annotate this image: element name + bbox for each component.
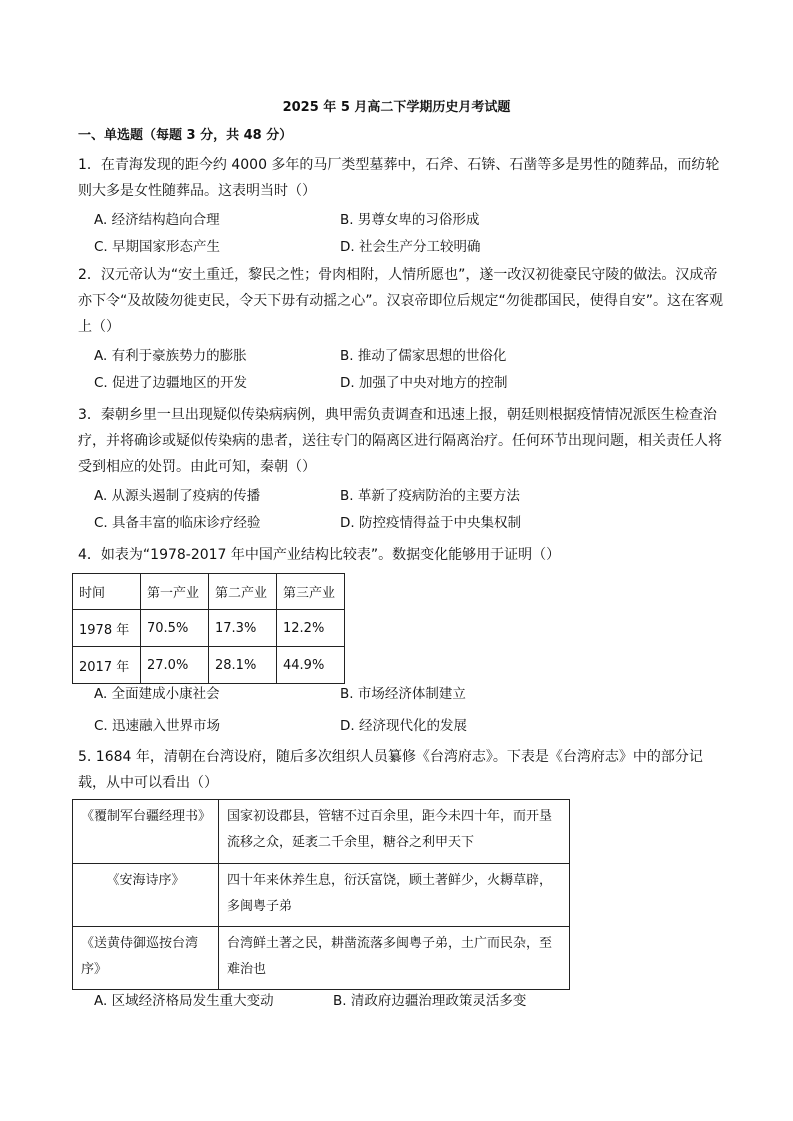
taiwan-gazetteer-table xyxy=(72,799,570,990)
question-3-stem: 3．秦朝乡里一旦出现疑似传染病病例，典甲需负责调查和迅速上报，朝廷则根据疫情情况派医生检查治疗，并将确诊或疑似传染病的患者，送往专门的隔离区进行隔离治疗。任何环节出现问题，相关责任人将受到相应的处罚。由此可知，秦朝（） xyxy=(78,407,722,475)
q3-option-d: D. 防控疫情得益于中央集权制 xyxy=(340,515,521,531)
table-header-row xyxy=(73,574,345,610)
section-heading: 一、单选题（每题 3 分，共 48 分） xyxy=(78,128,293,143)
table-row xyxy=(73,864,570,927)
q2-option-d: D. 加强了中央对地方的控制 xyxy=(340,375,508,391)
table-cell: 44.9% xyxy=(277,647,345,684)
record-text-cell: 国家初设郡县，管辖不过百余里，距今未四十年，而开垦流移之众，延袤二千余里，糖谷之利甲天下 xyxy=(219,800,570,864)
table-row xyxy=(73,927,570,990)
source-title-cell: 《安海诗序》 xyxy=(73,864,219,927)
q5-option-b: B. 清政府边疆治理政策灵活多变 xyxy=(333,993,527,1009)
table-header-cell: 时间 xyxy=(73,574,141,610)
q4-option-d: D. 经济现代化的发展 xyxy=(340,718,467,734)
q1-option-a: A. 经济结构趋向合理 xyxy=(94,212,220,228)
table-header-cell: 第二产业 xyxy=(209,574,277,610)
table-cell: 17.3% xyxy=(209,610,277,647)
q3-option-b: B. 革新了疫病防治的主要方法 xyxy=(340,488,520,504)
table-cell: 28.1% xyxy=(209,647,277,684)
question-5-stem: 5. 1684 年，清朝在台湾设府，随后多次组织人员纂修《台湾府志》。下表是《台湾府志》中的部分记载，从中可以看出（） xyxy=(78,749,703,791)
q2-option-a: A. 有利于豪族势力的膨胀 xyxy=(94,348,247,364)
q3-option-c: C. 具备丰富的临床诊疗经验 xyxy=(94,515,261,531)
table-header-cell: 第三产业 xyxy=(277,574,345,610)
q5-option-a: A. 区域经济格局发生重大变动 xyxy=(94,993,274,1009)
record-text-cell: 四十年来休养生息，衍沃富饶，顾土著鲜少，火耨草辟，多闽粤子弟 xyxy=(219,864,570,927)
record-text-cell: 台湾鲜土著之民，耕凿流落多闽粤子弟，土广而民杂，至难治也 xyxy=(219,927,570,990)
table-cell: 2017 年 xyxy=(73,647,141,684)
question-4-stem: 4．如表为“1978-2017 年中国产业结构比较表”。数据变化能够用于证明（） xyxy=(78,547,561,563)
q4-option-b: B. 市场经济体制建立 xyxy=(340,686,466,702)
q1-option-c: C. 早期国家形态产生 xyxy=(94,239,221,255)
question-2-stem: 2．汉元帝认为“安土重迁，黎民之性；骨肉相附，人情所愿也”，遂一改汉初徙豪民守陵的做法。汉成帝亦下令“及故陵勿徙吏民，令天下毋有动摇之心”。汉哀帝即位后规定“勿徙郡国民，使得自安”。这在客观上（） xyxy=(78,267,724,335)
source-title-cell: 《送黄侍御巡按台湾序》 xyxy=(73,927,219,990)
table-header-cell: 第一产业 xyxy=(141,574,209,610)
q2-option-b: B. 推动了儒家思想的世俗化 xyxy=(340,348,507,364)
q2-option-c: C. 促进了边疆地区的开发 xyxy=(94,375,248,391)
q1-option-d: D. 社会生产分工较明确 xyxy=(340,239,481,255)
exam-title: 2025 年 5 月高二下学期历史月考试题 xyxy=(282,100,511,115)
table-row xyxy=(73,800,570,864)
q4-option-c: C. 迅速融入世界市场 xyxy=(94,718,221,734)
q1-option-b: B. 男尊女卑的习俗形成 xyxy=(340,212,480,228)
table-cell: 27.0% xyxy=(141,647,209,684)
table-cell: 12.2% xyxy=(277,610,345,647)
q3-option-a: A. 从源头遏制了疫病的传播 xyxy=(94,488,261,504)
question-1-stem: 1．在青海发现的距今约 4000 多年的马厂类型墓葬中，石斧、石锛、石凿等多是男性的随葬品，而纺轮则大多是女性随葬品。这表明当时（） xyxy=(78,157,720,199)
q4-option-a: A. 全面建成小康社会 xyxy=(94,686,220,702)
source-title-cell: 《覆制军台疆经理书》 xyxy=(73,800,219,864)
table-cell: 1978 年 xyxy=(73,610,141,647)
industry-structure-table xyxy=(72,573,345,684)
table-row xyxy=(73,647,345,684)
table-row xyxy=(73,610,345,647)
table-cell: 70.5% xyxy=(141,610,209,647)
